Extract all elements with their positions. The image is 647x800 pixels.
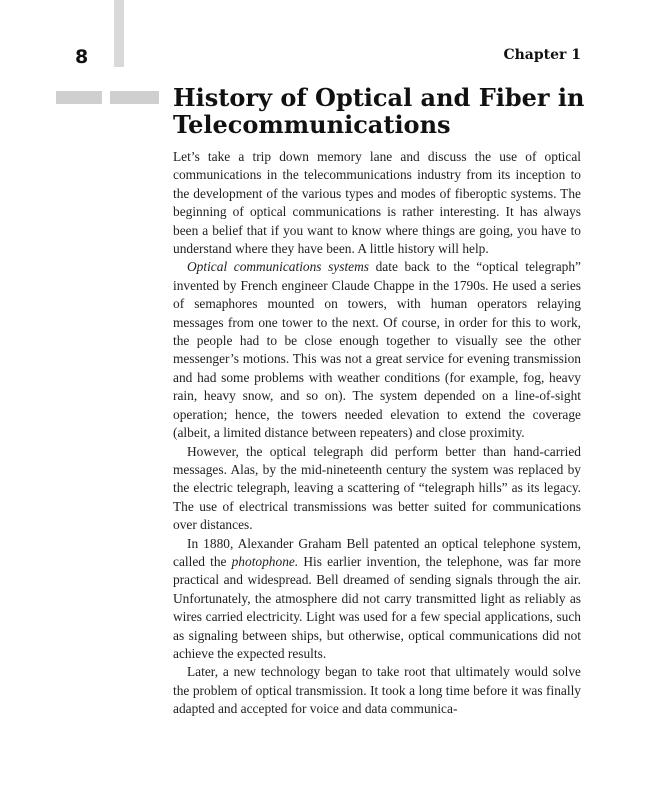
- page-tab-bar: [114, 0, 124, 67]
- paragraph: [173, 258, 581, 442]
- paragraph: Let’s take a trip down memory lane and discuss the use of optical communications in the telecommunications industry from its inception to the development of the various types and modes of fiberoptic systems. The beginning of optical communications is rather interesting. It has always been a belief that if you want to know where things are going, you have to understand where they have been. A little history will help.: [173, 149, 581, 257]
- paragraph: [173, 535, 581, 664]
- emphasis-term: Optical communications systems: [187, 259, 370, 275]
- emphasis-term: photophone.: [231, 553, 299, 569]
- paragraph-text: date back to the “optical telegraph” invented by French engineer Claude Chappe in the 1790s. He used a series of semaphores mounted on towers, with human operators relaying messages from one tower to the next. Of course, in order for this to work, the people had to be close enough together to visually see the other messenger’s motions. This was not a great service for evening transmission and had some problems with weather conditions (for example, fog, heavy rain, heavy snow, and so on). The system depended on a line-of-sight operation; hence, the towers needed elevation to extend the coverage (albeit, a limited distance between repeaters) and close proximity.: [173, 259, 581, 441]
- paragraph-text: His earlier invention, the telephone, was far more practical and widespread. Bell dreamed of sending signals through the air. Unfortunately, the atmosphere did not carry transmitted light as reliably as wires carried electricity. Light was used for a few special applications, such as signaling between ships, but otherwise, optical communications did not achieve the expected results.: [173, 553, 581, 661]
- body-text: [173, 148, 581, 719]
- page-number: 8: [75, 46, 89, 68]
- heading-decoration-bar: [110, 91, 159, 104]
- paragraph-text: In 1880, Alexander Graham Bell patented an optical telephone system, called the: [173, 535, 581, 569]
- paragraph: Later, a new technology began to take root that ultimately would solve the problem of optical transmission. It took a long time before it was finally adapted and accepted for voice and data communica-: [173, 664, 581, 717]
- chapter-label: Chapter 1: [503, 47, 581, 63]
- section-title: History of Optical and Fiber in Telecommunications: [173, 83, 585, 139]
- paragraph: However, the optical telegraph did perform better than hand-carried messages. Alas, by the mid-nineteenth century the system was replaced by the electric telegraph, leaving a scattering of “telegraph hills” as its legacy. The use of electrical transmissions was better suited for communications over distances.: [173, 443, 581, 533]
- heading-decoration-bar: [56, 91, 102, 104]
